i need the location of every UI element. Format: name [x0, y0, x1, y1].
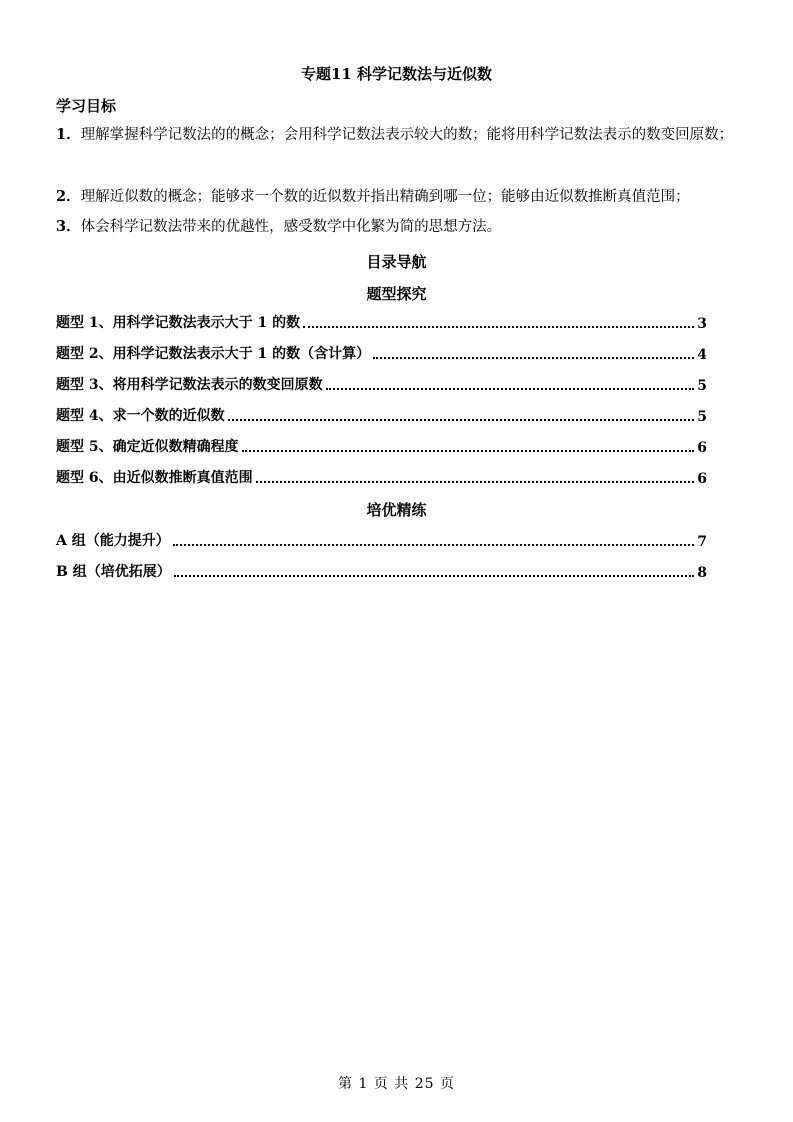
dot-leader: [242, 450, 695, 452]
practice-heading: 培优精练: [366, 501, 427, 519]
toc-item-type-5[interactable]: [56, 436, 707, 456]
toc-item-type-4[interactable]: [56, 405, 707, 425]
toc-item-type-3[interactable]: [56, 374, 707, 394]
toc-label: 题型 5、确定近似数精确程度: [56, 439, 239, 455]
nav-heading: 目录导航: [366, 253, 427, 271]
page-footer: 第 1 页 共 25 页: [338, 1076, 455, 1092]
types-heading: 题型探究: [366, 285, 427, 303]
goal-text: 理解掌握科学记数法的的概念；会用科学记数法表示较大的数；能将用科学记数法表示的数变回原数；: [80, 127, 734, 143]
toc-page-number: 3: [697, 316, 707, 332]
toc-label: 题型 2、用科学记数法表示大于 1 的数（含计算）: [56, 346, 371, 362]
toc-page-number: 5: [697, 409, 707, 425]
goals-heading: 学习目标: [56, 97, 117, 115]
document-title: 专题11 科学记数法与近似数: [300, 65, 493, 83]
toc-item-type-6[interactable]: [56, 467, 707, 487]
toc-page-number: 6: [697, 471, 707, 487]
dot-leader: [228, 419, 695, 421]
toc-page-number: 7: [697, 534, 707, 550]
dot-leader: [174, 575, 695, 577]
toc-item-type-2[interactable]: [56, 343, 707, 363]
toc-label: 题型 6、由近似数推断真值范围: [56, 470, 253, 486]
goal-item-1: [56, 120, 746, 150]
goal-number: 1．: [56, 126, 81, 143]
goal-item-2: [56, 182, 746, 212]
dot-leader: [173, 544, 695, 546]
toc-label: 题型 1、用科学记数法表示大于 1 的数: [56, 315, 301, 331]
goal-text: 体会科学记数法带来的优越性，感受数学中化繁为简的思想方法。: [80, 219, 502, 235]
dot-leader: [256, 481, 695, 483]
toc-label: B 组（培优拓展）: [56, 564, 171, 580]
toc-item-group-b[interactable]: [56, 561, 707, 581]
dot-leader: [326, 388, 695, 390]
toc-label: 题型 3、将用科学记数法表示的数变回原数: [56, 377, 323, 393]
dot-leader: [303, 326, 694, 328]
toc-page-number: 8: [697, 565, 707, 581]
toc-page-number: 5: [697, 378, 707, 394]
toc-item-type-1[interactable]: [56, 312, 707, 332]
goal-number: 2．: [56, 188, 81, 205]
toc-label: A 组（能力提升）: [56, 533, 170, 549]
goal-number: 3．: [56, 218, 81, 235]
toc-page-number: 4: [697, 347, 707, 363]
toc-page-number: 6: [697, 440, 707, 456]
toc-item-group-a[interactable]: [56, 530, 707, 550]
goal-text: 理解近似数的概念；能够求一个数的近似数并指出精确到哪一位；能够由近似数推断真值范围；: [80, 189, 690, 205]
dot-leader: [373, 357, 694, 359]
goal-item-3: [56, 212, 746, 242]
toc-label: 题型 4、求一个数的近似数: [56, 408, 225, 424]
